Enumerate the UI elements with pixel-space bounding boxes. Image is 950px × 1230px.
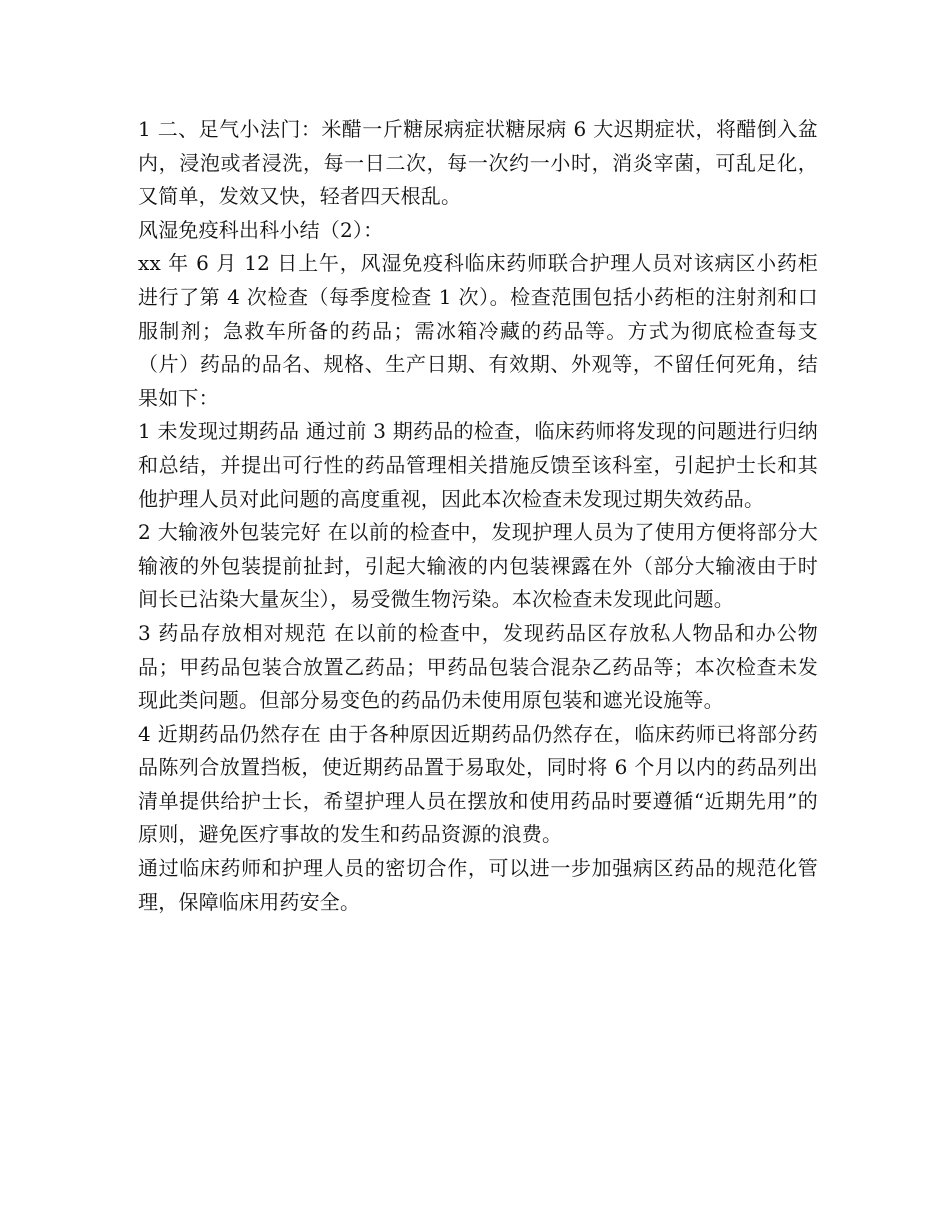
document-body: [138, 113, 818, 919]
paragraph-finding-4: 4 近期药品仍然存在 由于各种原因近期药品仍然存在，临床药师已将部分药品陈列合放置挡板，使近期药品置于易取处，同时将 6 个月以内的药品列出清单提供给护士长，希望护理人员在摆放和使用药品时要遵循“近期先用”的原则，避免医疗事故的发生和药品资源的浪费。: [138, 721, 818, 847]
paragraph-conclusion: 通过临床药师和护理人员的密切合作，可以进一步加强病区药品的规范化管理，保障临床用药安全。: [138, 856, 818, 914]
section-heading: 风湿免疫科出科小结（2）：: [138, 217, 384, 242]
paragraph-finding-3: 3 药品存放相对规范 在以前的检查中，发现药品区存放私人物品和办公物品；甲药品包装合放置乙药品；甲药品包装合混杂乙药品等；本次检查未发现此类问题。但部分易变色的药品仍未使用原包装和遮光设施等。: [138, 620, 818, 713]
paragraph-inspection-intro: xx 年 6 月 12 日上午，风湿免疫科临床药师联合护理人员对该病区小药柜进行了第 4 次检查（每季度检查 1 次）。检查范围包括小药柜的注射剂和口服制剂；急救车所备的药品；需冰箱冷藏的药品等。方式为彻底检查每支（片）药品的品名、规格、生产日期、有效期、外观等，不留任何死角，结果如下：: [138, 251, 818, 410]
paragraph-finding-2: 2 大输液外包装完好 在以前的检查中，发现护理人员为了使用方便将部分大输液的外包装提前扯封，引起大输液的内包装裸露在外（部分大输液由于时间长已沾染大量灰尘），易受微生物污染。本次检查未发现此问题。: [138, 520, 818, 612]
paragraph-foot-remedy: 1 二、足气小法门：米醋一斤糖尿病症状糖尿病 6 大迟期症状，将醋倒入盆内，浸泡或者浸洗，每一日二次，每一次约一小时，消炎宰菌，可乱足化，又简单，发效又快，轻者四天根乱。: [138, 117, 818, 209]
paragraph-finding-1: 1 未发现过期药品 通过前 3 期药品的检查，临床药师将发现的问题进行归纳和总结，并提出可行性的药品管理相关措施反馈至该科室，引起护士长和其他护理人员对此问题的高度重视，因此本次检查未发现过期失效药品。: [138, 419, 818, 511]
